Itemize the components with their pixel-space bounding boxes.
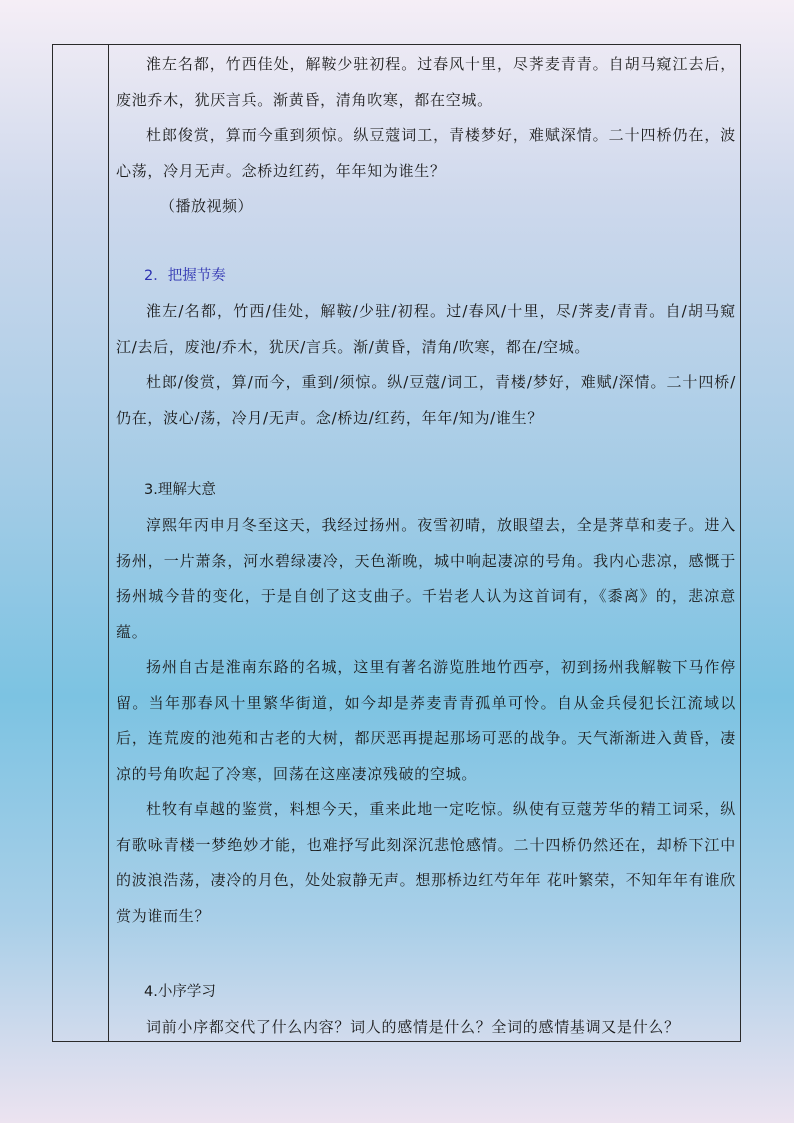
section-heading-preface: 4.小序学习 bbox=[144, 984, 216, 1000]
column-divider bbox=[108, 45, 109, 1041]
spacer bbox=[116, 934, 736, 974]
meaning-paragraph-3: 杜牧有卓越的鉴赏，料想今天，重来此地一定吃惊。纵使有豆蔻芳华的精工词采，纵有歌咏青楼一梦绝妙才能，也难抒写此刻深沉悲怆感情。二十四桥仍然还在，却桥下江中的波浪浩荡，凄冷的月色，处处寂静无声。想那桥边红芍年年 花叶繁荣，不知年年有谁欣赏为谁而生？ bbox=[116, 800, 736, 925]
rhythm-stanza-2: 杜郎/俊赏，算/而今，重到/须惊。纵/豆蔻/词工，青楼/梦好，难赋/深情。二十四桥/仍在，波心/荡，冷月/无声。念/桥边/红药，年年/知为/谁生？ bbox=[116, 373, 736, 427]
lesson-table bbox=[52, 44, 741, 1042]
meaning-paragraph-2: 扬州自古是淮南东路的名城，这里有著名游览胜地竹西亭，初到扬州我解鞍下马作停留。当年那春风十里繁华街道，如今却是荞麦青青孤单可怜。自从金兵侵犯长江流域以后，连荒废的池苑和古老的大树，都厌恶再提起那场可恶的战争。天气渐渐进入黄昏，凄凉的号角吹起了冷寒，回荡在这座凄凉残破的空城。 bbox=[116, 658, 736, 783]
spacer bbox=[116, 436, 736, 472]
poem-stanza-2: 杜郎俊赏，算而今重到须惊。纵豆蔻词工，青楼梦好，难赋深情。二十四桥仍在，波心荡，冷月无声。念桥边红药，年年知为谁生？ bbox=[116, 126, 736, 180]
meaning-paragraph-1: 淳熙年丙申月冬至这天，我经过扬州。夜雪初晴，放眼望去，全是荠草和麦子。进入扬州，一片萧条，河水碧绿凄冷，天色渐晚，城中响起凄凉的号角。我内心悲凉，感慨于扬州城今昔的变化，于是自创了这支曲子。千岩老人认为这首词有，《黍离》的，悲凉意蕴。 bbox=[116, 516, 736, 641]
preface-question: 词前小序都交代了什么内容？词人的感情是什么？全词的感情基调又是什么？ bbox=[146, 1018, 680, 1036]
spacer bbox=[116, 224, 736, 258]
video-note: （播放视频） bbox=[160, 197, 254, 215]
table-content-cell bbox=[116, 45, 736, 1046]
section-heading-meaning: 3.理解大意 bbox=[144, 482, 216, 498]
section-heading-rhythm: 2．把握节奏 bbox=[144, 268, 226, 284]
poem-stanza-1: 淮左名都，竹西佳处，解鞍少驻初程。过春风十里，尽荠麦青青。自胡马窥江去后，废池乔木，犹厌言兵。渐黄昏，清角吹寒，都在空城。 bbox=[116, 55, 736, 109]
rhythm-stanza-1: 淮左/名都，竹西/佳处，解鞍/少驻/初程。过/春风/十里，尽/荠麦/青青。自/胡马窥江/去后，废池/乔木，犹厌/言兵。渐/黄昏，清角/吹寒，都在/空城。 bbox=[116, 302, 736, 356]
